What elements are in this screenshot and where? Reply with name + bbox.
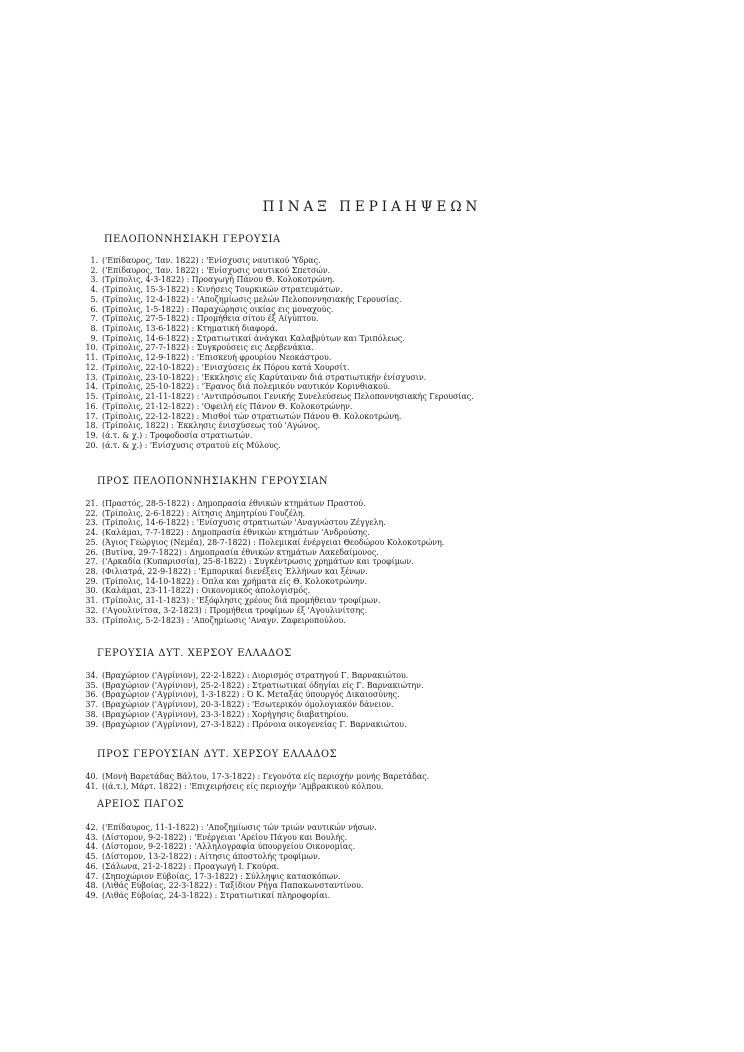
list-item	[78, 431, 474, 441]
entry-number: 11.	[85, 353, 98, 363]
entry-number: 38.	[85, 709, 98, 719]
entry-text: (Τρίπολις, 13-6-1822) : Κτηματική διαφορά.	[102, 324, 278, 334]
list-item	[78, 256, 474, 266]
entry-number: 7.	[90, 314, 98, 324]
entry-number: 24.	[85, 528, 98, 538]
entry-text: (Τρίπολις, 5-2-1823) : 'Αποζημίωσις 'Αναγν. Ζαφειροπούλου.	[102, 615, 346, 625]
entry-text: (Τρίπολις, 12-9-1822) : 'Επισκευή φρουρίου Νεοκάστρου.	[102, 353, 332, 363]
list-item	[78, 392, 474, 402]
entry-text: (ά.τ. & χ.) : Τροφοδοσία στρατιωτών.	[102, 430, 253, 440]
entry-number: 36.	[85, 690, 98, 700]
entry-text: ('Αγουλινίτσα, 3-2-1823) : Προμήθεια τροφίμων έξ 'Αγουλινίτσης.	[102, 605, 368, 615]
section-heading-areios-pagos: ΑΡΕΙΟΣ ΠΑΓΟΣ	[97, 799, 185, 810]
list-item	[78, 412, 474, 422]
entry-number: 28.	[85, 567, 98, 577]
list-item	[78, 833, 377, 843]
entry-text: (Τρίπολις, 14-6-1822) : Στρατιωτικαί άνάγκαι Καλαβρύτων και Τριπόλεως.	[102, 333, 405, 343]
list-item	[78, 334, 474, 344]
list-item	[78, 596, 444, 606]
list-item	[78, 538, 444, 548]
entry-number: 34.	[85, 671, 98, 680]
entry-number: 29.	[85, 576, 98, 586]
entry-text: (Τρίπολις, 4-3-1822) : Προαγωγή Πάνου Θ. Κολοκοτρώνη.	[102, 275, 335, 285]
list-item	[78, 557, 444, 567]
list-item	[78, 842, 377, 852]
list-item	[78, 606, 444, 616]
list-item	[78, 343, 474, 353]
entry-text: ('Επίδαυρος, 11-1-1822) : 'Αποζημίωσις τών τριών ναυτικών νήσων.	[102, 823, 377, 832]
entry-text: (Δίστομον, 9-2-1822) : 'Ενέργειαι 'Αρείου Πάγου και Βουλής.	[102, 832, 348, 842]
entry-number: 42.	[85, 823, 98, 832]
list-item	[78, 382, 474, 392]
list-item	[78, 616, 444, 626]
entry-number: 31.	[85, 596, 98, 606]
list-item	[78, 823, 377, 833]
entry-number: 16.	[85, 401, 98, 411]
entry-text: (Τρίπολις, 23-10-1822) : 'Εκκλησις είς Καρύταιναν διά στρατιωτικήν ένίσχυσιν.	[102, 372, 427, 382]
list-item	[78, 872, 377, 882]
entry-text: (ά.τ. & χ.) : 'Ενίσχυσις στρατού είς Μύλους.	[102, 440, 281, 450]
section-heading-to-peloponnesian-senate: ΠΡΟΣ ΠΕΛΟΠΟΝΝΗΣΙΑΚΗΝ ΓΕΡΟΥΣΙΑΝ	[97, 476, 329, 487]
list-item	[78, 782, 429, 792]
entry-number: 27.	[85, 557, 98, 567]
list-item	[78, 852, 377, 862]
list-item	[78, 690, 423, 700]
list-item	[78, 700, 423, 710]
list-item	[78, 266, 474, 276]
list-item	[78, 772, 429, 782]
entry-number: 4.	[90, 285, 98, 295]
list-item	[78, 509, 444, 519]
entry-list-to-west-greece-senate	[78, 772, 429, 791]
entry-number: 37.	[85, 700, 98, 710]
entry-text: (Βραχώριον ('Αγρίνιον), 1-3-1822) : Ό Κ. Μεταξάς ύπουργός Δικαιοσύνης.	[102, 690, 400, 700]
entry-text: (Βυτίνα, 29-7-1822) : Δημοπρασία έθνικών κτημάτων Λακεδαίμονος.	[102, 547, 379, 557]
entry-text: (Τρίπολις, 2-6-1822) : Αίτησις Δημητρίου Γουζέλη.	[102, 508, 306, 518]
list-item	[78, 285, 474, 295]
entry-number: 10.	[85, 343, 98, 353]
entry-text: (Λιθάς Εύβοίας, 22-3-1822) : Ταξίδιον Ρήγα Παπακωνσταντίνου.	[102, 881, 364, 891]
entry-text: (Τρίπολις, 27-7-1822) : Συγκρούσεις εις Δερβενάκια.	[102, 343, 314, 353]
list-item	[78, 275, 474, 285]
entry-text: (Άγιος Γεώργιος (Νεμέα), 28-7-1822) : Πολεμικαί ένέργειαι Θεοδώρου Κολοκοτρώνη.	[102, 537, 445, 547]
list-item	[78, 710, 423, 720]
entry-list-peloponnesian-senate	[78, 256, 474, 450]
entry-number: 30.	[85, 586, 98, 596]
entry-text: ('Αρκαδία (Κυπαρισσία), 25-8-1822) : Συγκέντρωσις χρημάτων και τροφίμων.	[102, 557, 414, 567]
list-item	[78, 421, 474, 431]
entry-number: 45.	[85, 852, 98, 862]
list-item	[78, 586, 444, 596]
entry-list-west-greece-senate	[78, 671, 423, 729]
entry-text: (Δίστομον, 13-2-1822) : Αίτησις άποστολής τροφίμων.	[102, 852, 321, 862]
entry-text: (Βραχώριον ('Αγρίνιον), 20-3-1822) : 'Εσωτερικόν όμολογιακόν δάνειον.	[102, 700, 394, 710]
entry-text: (Λιθάς Εύβοίας, 24-3-1822) : Στρατιωτικαί πληροφορίαι.	[102, 891, 331, 901]
page-title: ΠΙΝΑΞ ΠΕΡΙΑΗΨΕΩΝ	[262, 199, 482, 215]
entry-number: 1.	[90, 256, 98, 265]
entry-number: 3.	[90, 275, 98, 285]
list-item	[78, 681, 423, 691]
entry-number: 23.	[85, 518, 98, 528]
entry-text: (Τρίπολις, 25-10-1822) : 'Έρανος διά πολεμικόν ναυτικόν Κορινθιακού.	[102, 382, 391, 392]
list-item	[78, 881, 377, 891]
list-item	[78, 295, 474, 305]
entry-number: 9.	[90, 333, 98, 343]
entry-text: (Τρίπολις, 14-10-1822) : Όπλα και χρήματα είς Θ. Κολοκοτρώνην.	[102, 576, 368, 586]
entry-text: (Τρίπολις, 15-3-1822) : Κινήσεις Τουρκικών στρατευμάτων.	[102, 285, 343, 295]
list-item	[78, 671, 423, 681]
list-item	[78, 353, 474, 363]
entry-number: 33.	[85, 615, 98, 625]
entry-text: ('Επίδαυρος, 'Ιαν. 1822) : 'Ενίσχυσις ναυτικού Σπετσών.	[102, 265, 331, 275]
entry-number: 48.	[85, 881, 98, 891]
entry-text: (Βραχώριον ('Αγρίνιον), 25-2-1822) : Στρατιωτικαί όδηγίαι είς Γ. Βαρνακιώτην.	[102, 680, 424, 690]
entry-number: 35.	[85, 680, 98, 690]
list-item	[78, 402, 474, 412]
entry-number: 15.	[85, 392, 98, 402]
entry-text: ((ά.τ.), Μάρτ. 1822) : 'Επιχειρήσεις είς περιοχήν 'Αμβρακικού κόλπου.	[102, 781, 384, 791]
list-item	[78, 499, 444, 509]
entry-text: (Τρίπολις, 12-4-1822) : 'Αποζημίωσις μελών Πελοποννησιακής Γερουσίας.	[102, 294, 402, 304]
entry-number: 17.	[85, 411, 98, 421]
entry-number: 47.	[85, 871, 98, 881]
entry-text: (Φιλιατρά, 22-9-1822) : 'Εμπορικαί διενέξεις Έλλήνων και ξένων.	[102, 567, 368, 577]
entry-text: (Βραχώριον ('Αγρίνιον), 23-3-1822) : Χορήγησις διαβατηρίου.	[102, 709, 349, 719]
entry-text: (Δίστομον, 9-2-1822) : 'Αλληλογραφία ύπουργείου Οικονομίας.	[102, 842, 356, 852]
entry-text: (Τρίπολις, 21-12-1822) : 'Οφειλή είς Πάνον Θ. Κολοκοτρώνην.	[102, 401, 353, 411]
list-item	[78, 891, 377, 901]
entry-number: 39.	[85, 719, 98, 729]
entry-number: 22.	[85, 508, 98, 518]
entry-number: 12.	[85, 362, 98, 372]
list-item	[78, 441, 474, 451]
list-item	[78, 567, 444, 577]
entry-number: 32.	[85, 605, 98, 615]
entry-text: (Καλάμαι, 7-7-1822) : Δημοπρασία έθνικών κτημάτων 'Ανδρούσης.	[102, 528, 370, 538]
entry-text: (Τρίπολις, 22-12-1822) : Μισθοί τών στρατιωτών Πάνου Θ. Κολοκοτρώνη.	[102, 411, 402, 421]
entry-number: 14.	[85, 382, 98, 392]
entry-text: (Τρίπολις, 31-1-1823) : 'Εξόφλησις χρέους διά προμήθειαν τροφίμων.	[102, 596, 381, 606]
entry-number: 6.	[90, 304, 98, 314]
entry-number: 19.	[85, 430, 98, 440]
entry-text: (Βραχώριον ('Αγρίνιον), 27-3-1822) : Πρόνοια οικογενείας Γ. Βαρνακιώτου.	[102, 719, 407, 729]
entry-text: (Καλάμαι, 23-11-1822) : Οικονομικός άπολογισμός.	[102, 586, 311, 596]
entry-number: 20.	[85, 440, 98, 450]
entry-number: 21.	[85, 499, 98, 508]
entry-number: 2.	[90, 265, 98, 275]
entry-text: (Πραστός, 28-5-1822) : Δημοπρασία έθνικών κτημάτων Πραστού.	[102, 499, 366, 508]
list-item	[78, 720, 423, 730]
entry-text: ('Επίδαυρος, 'Ιαν. 1822) : 'Ενίσχυσις ναυτικού Ύδρας.	[102, 256, 321, 265]
entry-number: 25.	[85, 537, 98, 547]
entry-text: (Τρίπολις, 21-11-1822) : 'Αντιπρόσωποι Γενικής Συνελεύσεως Πελοποννησιακής Γερουσίας.	[102, 392, 474, 402]
entry-number: 49.	[85, 891, 98, 901]
list-item	[78, 577, 444, 587]
entry-text: (Τρίπολις, 1822) : Έκκλησις ένισχύσεως τού 'Αγώνος.	[102, 421, 321, 431]
list-item	[78, 862, 377, 872]
entry-number: 8.	[90, 324, 98, 334]
entry-text: (Βραχώριον ('Αγρίνιον), 22-2-1822) : Διορισμός στρατηγού Γ. Βαρνακιώτου.	[102, 671, 409, 680]
entry-number: 41.	[85, 781, 98, 791]
entry-text: (Τρίπολις, 14-6-1822) : 'Ενίσχυσις στρατιωτών 'Αναγνώστου Ζέγγελη.	[102, 518, 386, 528]
entry-text: (Μονή Βαρετάδας Βάλτου, 17-3-1822) : Γεγονότα είς περιοχήν μονής Βαρετάδας.	[102, 772, 430, 781]
entry-number: 13.	[85, 372, 98, 382]
list-item	[78, 305, 474, 315]
entry-number: 26.	[85, 547, 98, 557]
entry-text: (Τρίπολις, 27-5-1822) : Προμήθεια σίτου έξ Αίγύπτου.	[102, 314, 319, 324]
list-item	[78, 528, 444, 538]
entry-number: 44.	[85, 842, 98, 852]
list-item	[78, 373, 474, 383]
entry-text: (Τρίπολις, 22-10-1822) : 'Ενισχύσεις έκ Πόρου κατά Χουρσίτ.	[102, 362, 350, 372]
list-item	[78, 324, 474, 334]
entry-list-to-peloponnesian-senate	[78, 499, 444, 625]
entry-list-areios-pagos	[78, 823, 377, 901]
list-item	[78, 518, 444, 528]
list-item	[78, 314, 474, 324]
section-heading-west-greece-senate: ΓΕΡΟΥΣΙΑ ΔΥΤ. ΧΕΡΣΟΥ ΕΛΛΑΔΟΣ	[97, 648, 292, 659]
list-item	[78, 363, 474, 373]
entry-number: 18.	[85, 421, 98, 431]
entry-number: 5.	[90, 294, 98, 304]
entry-number: 46.	[85, 861, 98, 871]
entry-text: (Σηποχώριον Εύβοίας, 17-3-1822) : Σύλληψις κατασκόπων.	[102, 871, 341, 881]
entry-number: 40.	[85, 772, 98, 781]
entry-text: (Τρίπολις, 1-5-1822) : Παραχώρησις οικίας εις μοναχούς.	[102, 304, 334, 314]
section-heading-peloponnesian-senate: ΠΕΛΟΠΟΝΝΗΣΙΑΚΗ ΓΕΡΟΥΣΙΑ	[104, 234, 281, 245]
section-heading-to-west-greece-senate: ΠΡΟΣ ΓΕΡΟΥΣΙΑΝ ΔΥΤ. ΧΕΡΣΟΥ ΕΛΛΑΔΟΣ	[97, 749, 338, 760]
entry-number: 43.	[85, 832, 98, 842]
list-item	[78, 548, 444, 558]
entry-text: (Σάλωνα, 21-2-1822) : Προαγωγή Ι. Γκούρα.	[102, 861, 280, 871]
